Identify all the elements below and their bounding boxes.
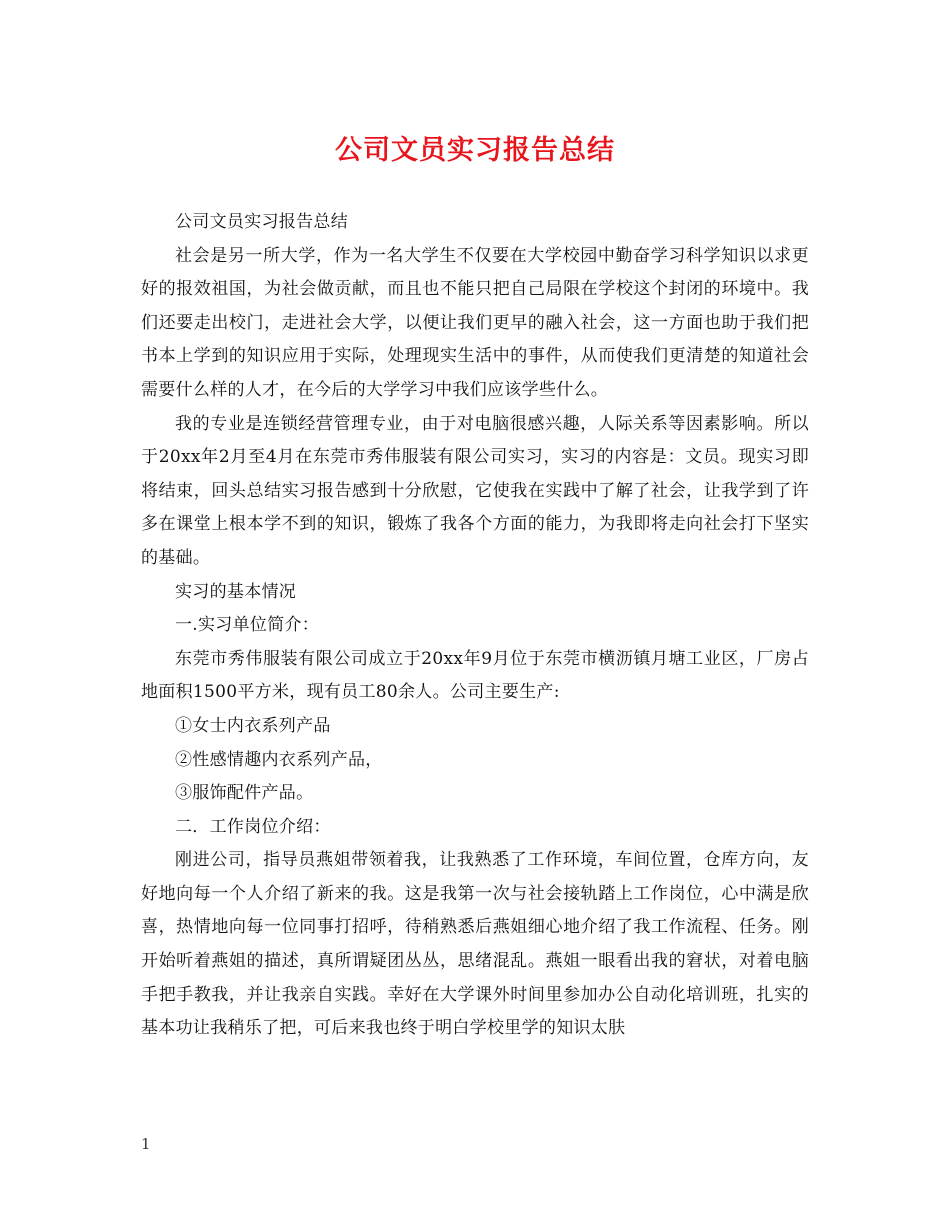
paragraph-heading: 公司文员实习报告总结 — [175, 212, 348, 232]
list-item: ③服饰配件产品。 — [175, 783, 314, 804]
section-heading-basic: 实习的基本情况 — [175, 581, 297, 602]
page-number: 1 — [141, 1135, 151, 1153]
paragraph-company: 东莞市秀伟服装有限公司成立于20xx年9月位于东莞市横沥镇月塘工业区，厂房占地面积1500平方米，现有员工80余人。公司主要生产: — [141, 648, 809, 703]
section-heading-position: 二．工作岗位介绍： — [175, 816, 331, 837]
document-title: 公司文员实习报告总结 — [335, 135, 615, 166]
paragraph-major: 我的专业是连锁经营管理专业，由于对电脑很感兴趣，人际关系等因素影响。所以于20xx年2月至4月在东莞市秀伟服装有限公司实习，实习的内容是：文员。现实习即将结束，回头总结实习报告感到十分欣慰，它使我在实践中了解了社会，让我学到了许多在课堂上根本学不到的知识，锻炼了我各个方面的能力，为我即将走向社会打下坚实的基础。 — [141, 413, 809, 568]
section-heading-unit: 一.实习单位简介： — [175, 615, 320, 636]
paragraph-intro: 社会是另一所大学，作为一名大学生不仅要在大学校园中勤奋学习科学知识以求更好的报效祖国，为社会做贡献，而且也不能只把自己局限在学校这个封闭的环境中。我们还要走出校门，走进社会大学，以便让我们更早的融入社会，这一方面也助于我们把书本上学到的知识应用于实际，处理现实生活中的事件，从而使我们更清楚的知道社会需要什么样的人才，在今后的大学学习中我们应该学些什么。 — [141, 245, 809, 400]
list-item: ①女士内衣系列产品 — [175, 715, 331, 736]
paragraph-work: 刚进公司，指导员燕姐带领着我，让我熟悉了工作环境，车间位置，仓库方向，友好地向每一个人介绍了新来的我。这是我第一次与社会接轨踏上工作岗位，心中满是欣喜，热情地向每一位同事打招呼，待稍熟悉后燕姐细心地介绍了我工作流程、任务。刚开始听着燕姐的描述，真所谓疑团丛丛，思绪混乱。燕姐一眼看出我的窘状，对着电脑手把手教我，并让我亲自实践。幸好在大学课外时间里参加办公自动化培训班，扎实的基本功让我稍乐了把，可后来我也终于明白学校里学的知识太肤 — [141, 850, 809, 1039]
list-item: ②性感情趣内衣系列产品， — [175, 749, 383, 770]
document-body — [141, 206, 809, 1046]
